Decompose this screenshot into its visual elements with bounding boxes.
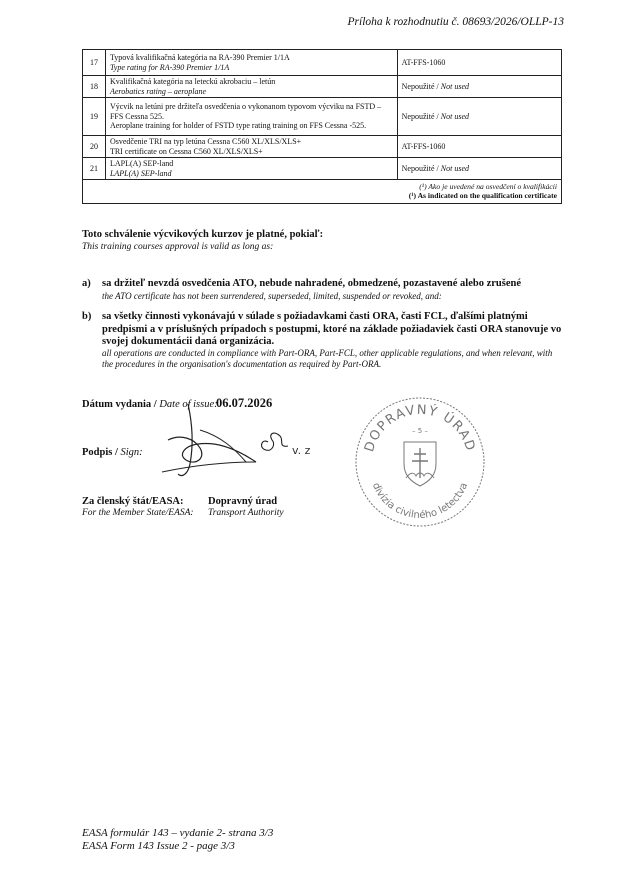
condition-b-text-en: all operations are conducted in compliance with Part-ORA, Part-FCL, other applicable regulations, and when relevant, with the procedures in the organisation's documentation as required by Part-ORA. — [102, 348, 553, 369]
table-footnote — [83, 180, 562, 204]
course-ref-en: Not used — [440, 163, 469, 173]
coat-of-arms-icon — [404, 442, 436, 486]
course-number: 20 — [83, 136, 106, 158]
course-ref-sk: Nepoužité / — [401, 111, 441, 121]
table-row — [83, 76, 562, 98]
signature-note: v. z — [292, 444, 311, 457]
official-stamp — [350, 392, 490, 532]
footer-form-en: EASA Form 143 Issue 2 - page 3/3 — [82, 840, 235, 852]
course-reference — [397, 98, 561, 136]
course-ref-en: Not used — [440, 81, 469, 91]
course-name-en: Type rating for RA-390 Premier 1/1A — [109, 62, 230, 72]
course-number: 18 — [83, 76, 106, 98]
course-reference — [397, 76, 561, 98]
course-ref-sk: AT-FFS-1060 — [401, 57, 446, 67]
stamp-top-text: DOPRAVNÝ ÚRAD — [362, 402, 478, 454]
authority-name: Dopravný úrad — [208, 496, 278, 507]
document-reference: Príloha k rozhodnutiu č. 08693/2026/OLLP-13 — [347, 16, 564, 28]
course-name-sk: LAPL(A) SEP-land — [109, 159, 174, 169]
condition-a-text-en: the ATO certificate has not been surrendered, superseded, limited, suspended or revoked, and: — [102, 291, 442, 301]
course-number: 19 — [83, 98, 106, 136]
footnote-en: (¹) As indicated on the qualification certificate — [408, 190, 557, 200]
course-description — [105, 76, 397, 98]
course-name-en: Aeroplane training for holder of FSTD type rating training on FFS Cessna -525. — [109, 121, 367, 131]
conditions-heading-en: This training courses approval is valid as long as: — [82, 242, 274, 252]
table-row — [83, 136, 562, 158]
footer-form-sk: EASA formulár 143 – vydanie 2- strana 3/3 — [82, 827, 274, 839]
course-description — [105, 136, 397, 158]
condition-label-b: b) — [82, 311, 92, 322]
course-name-sk: Osvedčenie TRI na typ letúna Cessna C560 XL/XLS/XLS+ — [109, 137, 302, 147]
course-name-en: TRI certificate on Cessna C560 XL/XLS/XLS+ — [109, 146, 263, 156]
course-description — [105, 98, 397, 136]
course-number: 17 — [83, 50, 106, 76]
table-row — [83, 98, 562, 136]
authority-name-en: Transport Authority — [208, 508, 284, 518]
conditions-heading: Toto schválenie výcvikových kurzov je platné, pokiaľ: — [82, 229, 324, 240]
course-reference — [397, 136, 561, 158]
course-ref-en: Not used — [440, 111, 469, 121]
condition-a-text: sa držiteľ nevzdá osvedčenia ATO, nebude nahradené, obmedzené, pozastavené alebo zrušené — [102, 278, 521, 289]
course-reference — [397, 158, 561, 180]
course-description — [105, 158, 397, 180]
course-number: 21 — [83, 158, 106, 180]
course-ref-sk: AT-FFS-1060 — [401, 141, 446, 151]
course-name-en: Aerobatics rating – aeroplane — [109, 86, 207, 96]
stamp-number: – 5 – — [412, 427, 428, 435]
date-of-issue-label: Dátum vydania / Date of issue: — [82, 399, 218, 410]
course-reference — [397, 50, 561, 76]
member-state-label-en: For the Member State/EASA: — [82, 508, 194, 518]
table-row — [83, 158, 562, 180]
course-name-en: LAPL(A) SEP-land — [109, 168, 172, 178]
course-description — [105, 50, 397, 76]
course-ref-sk: Nepoužité / — [401, 163, 441, 173]
course-ref-sk: Nepoužité / — [401, 81, 441, 91]
footnote-sk: (¹) Ako je uvedené na osvedčení o kvalifikácii — [419, 181, 557, 191]
member-state-label: Za členský štát/EASA: — [82, 496, 184, 507]
training-courses-table — [82, 49, 562, 204]
course-name-sk: Výcvik na letúni pre držiteľa osvedčenia o vykonanom typovom výcviku na FSTD – FFS Cessna 525. — [109, 102, 382, 121]
course-name-sk: Kvalifikačná kategória na leteckú akrobaciu – letún — [109, 77, 276, 87]
condition-b-text: sa všetky činnosti vykonávajú v súlade s požiadavkami časti ORA, časti FCL, ďalšími platnými predpismi a v príslušných prípadoch s postupmi, ktoré na základe požiadaviek časti ORA stanovuje vo svojej dokumentácii daná organizácia. — [102, 311, 562, 348]
date-of-issue-value: 06.07.2026 — [216, 396, 273, 410]
table-footnote-row — [83, 180, 562, 204]
sign-label: Podpis / Sign: — [82, 447, 143, 458]
course-name-sk: Typová kvalifikačná kategória na RA-390 Premier 1/1A — [109, 53, 290, 63]
handwritten-signature — [160, 402, 330, 484]
condition-label-a: a) — [82, 278, 91, 289]
table-row — [83, 50, 562, 76]
stamp-bottom-text: divízia civilného letectva — [369, 481, 471, 522]
